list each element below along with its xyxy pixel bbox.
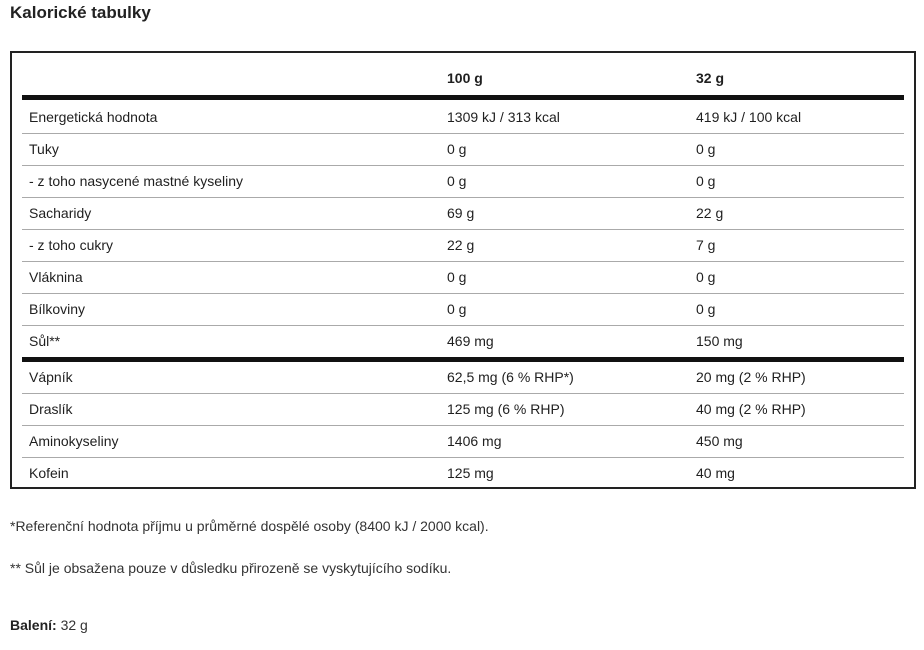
value-portion: 0 g — [696, 301, 716, 317]
nutrient-name: Tuky — [29, 141, 59, 157]
table-row — [22, 326, 904, 362]
table-row — [22, 102, 904, 134]
value-portion: 40 mg (2 % RHP) — [696, 401, 806, 417]
package-label: Balení: — [10, 617, 57, 633]
nutrient-name: Energetická hodnota — [29, 109, 158, 125]
value-portion: 40 mg — [696, 465, 735, 481]
value-portion: 22 g — [696, 205, 724, 221]
value-portion: 419 kJ / 100 kcal — [696, 109, 802, 125]
value-100g: 0 g — [447, 301, 467, 317]
nutrient-name: Vápník — [29, 369, 73, 385]
value-100g: 125 mg (6 % RHP) — [447, 401, 565, 417]
value-100g: 22 g — [447, 237, 475, 253]
table-row — [22, 134, 904, 166]
package-value: 32 g — [56, 617, 88, 633]
value-100g: 125 mg — [447, 465, 494, 481]
nutrient-name: Draslík — [29, 401, 73, 417]
header-cell-100g: 100 g — [447, 70, 483, 86]
table-row — [22, 230, 904, 262]
nutrient-name: Vláknina — [29, 269, 83, 285]
value-portion: 0 g — [696, 173, 716, 189]
value-100g: 69 g — [447, 205, 475, 221]
nutrient-name: - z toho cukry — [29, 237, 114, 253]
value-portion: 450 mg — [696, 433, 743, 449]
table-row — [22, 394, 904, 426]
nutrient-name: Kofein — [29, 465, 69, 481]
table-row — [22, 458, 904, 489]
table-row — [22, 294, 904, 326]
nutrient-name: - z toho nasycené mastné kyseliny — [29, 173, 243, 189]
page-title: Kalorické tabulky — [10, 3, 151, 22]
value-100g: 62,5 mg (6 % RHP*) — [447, 369, 574, 385]
header-cell-portion: 32 g — [696, 70, 725, 86]
nutrient-name: Sůl** — [29, 333, 61, 349]
table-row — [22, 198, 904, 230]
table-row — [22, 426, 904, 458]
value-100g: 0 g — [447, 173, 467, 189]
value-100g: 0 g — [447, 269, 467, 285]
value-portion: 7 g — [696, 237, 716, 253]
value-portion: 150 mg — [696, 333, 743, 349]
value-100g: 1406 mg — [447, 433, 502, 449]
value-100g: 0 g — [447, 141, 467, 157]
nutrient-name: Bílkoviny — [29, 301, 86, 317]
nutrition-table — [10, 51, 916, 489]
table-row — [22, 262, 904, 294]
nutrient-name: Sacharidy — [29, 205, 92, 221]
table-row — [22, 362, 904, 394]
table-row — [22, 166, 904, 198]
value-portion: 0 g — [696, 269, 716, 285]
value-100g: 1309 kJ / 313 kcal — [447, 109, 560, 125]
nutrient-name: Aminokyseliny — [29, 433, 119, 449]
value-portion: 0 g — [696, 141, 716, 157]
package-info — [10, 617, 88, 633]
table-header-row — [22, 63, 904, 100]
footnote-salt: ** Sůl je obsažena pouze v důsledku přirozeně se vyskytujícího sodíku. — [10, 560, 452, 576]
value-portion: 20 mg (2 % RHP) — [696, 369, 806, 385]
value-100g: 469 mg — [447, 333, 494, 349]
footnote-rhp: *Referenční hodnota příjmu u průměrné dospělé osoby (8400 kJ / 2000 kcal). — [10, 518, 489, 534]
